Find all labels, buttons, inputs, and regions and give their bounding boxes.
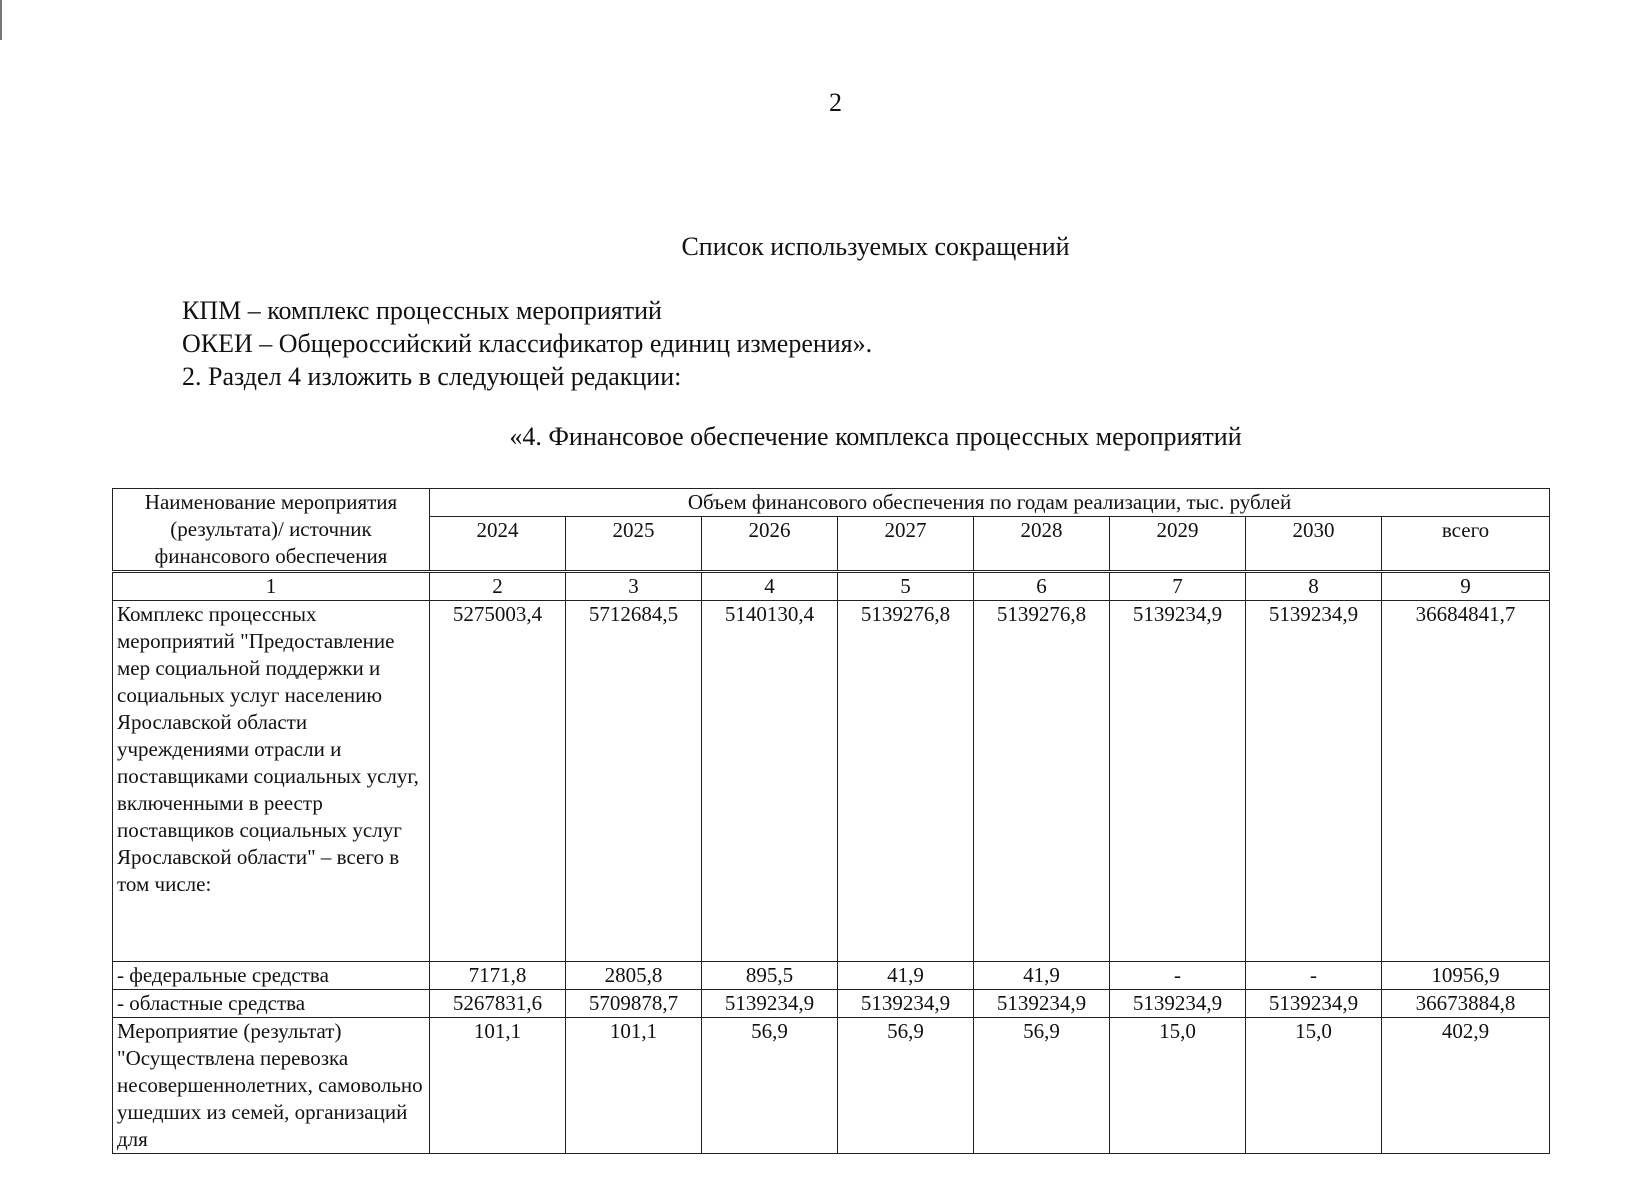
value-cell: - — [1110, 962, 1246, 990]
row-name: Мероприятие (результат) "Осуществлена перевозка несовершеннолетних, самовольно ушедших из семей, организаций для — [113, 1018, 430, 1154]
column-number: 1 — [113, 572, 430, 601]
abbreviations-heading: Список используемых сокращений — [681, 232, 1070, 261]
value-cell: - — [1246, 962, 1382, 990]
value-cell: 5139276,8 — [974, 601, 1110, 962]
value-cell: 15,0 — [1110, 1018, 1246, 1154]
value-cell: 5139234,9 — [1246, 990, 1382, 1018]
value-cell: 56,9 — [974, 1018, 1110, 1154]
year-cell: 2024 — [430, 517, 566, 572]
column-number: 7 — [1110, 572, 1246, 601]
column-number-row — [113, 572, 1550, 601]
value-cell: 5275003,4 — [430, 601, 566, 962]
column-number: 3 — [566, 572, 702, 601]
header-row — [113, 489, 1550, 517]
table-row — [113, 601, 1550, 962]
table-row — [113, 962, 1550, 990]
value-cell: 5139234,9 — [974, 990, 1110, 1018]
column-number: 8 — [1246, 572, 1382, 601]
header-group-cell: Объем финансового обеспечения по годам реализации, тыс. рублей — [430, 489, 1550, 517]
value-cell: 2805,8 — [566, 962, 702, 990]
table-row — [113, 990, 1550, 1018]
value-cell: 5712684,5 — [566, 601, 702, 962]
column-number: 6 — [974, 572, 1110, 601]
scan-edge-mark — [0, 0, 2, 40]
value-cell: 41,9 — [838, 962, 974, 990]
column-number: 2 — [430, 572, 566, 601]
value-cell: 101,1 — [566, 1018, 702, 1154]
value-cell: 5139234,9 — [1110, 990, 1246, 1018]
row-name: - федеральные средства — [113, 962, 430, 990]
year-cell: 2027 — [838, 517, 974, 572]
page-number: 2 — [829, 88, 842, 117]
row-name: Комплекс процессных мероприятий "Предоставление мер социальной поддержки и социальных услуг населению Ярославской области учреждениями отрасли и поставщиками социальных услуг, включенными в реестр поставщиков социальных услуг Ярославской области" – всего в том числе: — [113, 601, 430, 962]
value-cell: 7171,8 — [430, 962, 566, 990]
section-title: «4. Финансовое обеспечение комплекса процессных мероприятий — [509, 422, 1242, 451]
value-cell: 5139234,9 — [838, 990, 974, 1018]
value-cell: 895,5 — [702, 962, 838, 990]
total-cell: 36684841,7 — [1382, 601, 1550, 962]
total-cell: 36673884,8 — [1382, 990, 1550, 1018]
abbreviation-okei: ОКЕИ – Общероссийский классификатор единиц измерения». — [182, 329, 873, 358]
value-cell: 5140130,4 — [702, 601, 838, 962]
header-name-cell: Наименование мероприятия (результата)/ источник финансового обеспечения — [113, 489, 430, 572]
column-number: 4 — [702, 572, 838, 601]
abbreviation-kpm: КПМ – комплекс процессных мероприятий — [182, 296, 662, 325]
abbreviations-list — [182, 294, 872, 393]
year-cell: 2026 — [702, 517, 838, 572]
value-cell: 5267831,6 — [430, 990, 566, 1018]
financing-table — [112, 488, 1550, 1154]
year-cell: 2028 — [974, 517, 1110, 572]
table-row — [113, 1018, 1550, 1154]
year-cell: 2030 — [1246, 517, 1382, 572]
value-cell: 5139234,9 — [702, 990, 838, 1018]
value-cell: 5139276,8 — [838, 601, 974, 962]
value-cell: 56,9 — [838, 1018, 974, 1154]
value-cell: 5709878,7 — [566, 990, 702, 1018]
total-header-cell: всего — [1382, 517, 1550, 572]
year-cell: 2029 — [1110, 517, 1246, 572]
value-cell: 56,9 — [702, 1018, 838, 1154]
column-number: 5 — [838, 572, 974, 601]
value-cell: 101,1 — [430, 1018, 566, 1154]
value-cell: 5139234,9 — [1110, 601, 1246, 962]
column-number: 9 — [1382, 572, 1550, 601]
total-cell: 402,9 — [1382, 1018, 1550, 1154]
value-cell: 5139234,9 — [1246, 601, 1382, 962]
year-cell: 2025 — [566, 517, 702, 572]
row-name: - областные средства — [113, 990, 430, 1018]
instruction-line: 2. Раздел 4 изложить в следующей редакции: — [182, 362, 682, 391]
value-cell: 15,0 — [1246, 1018, 1382, 1154]
total-cell: 10956,9 — [1382, 962, 1550, 990]
value-cell: 41,9 — [974, 962, 1110, 990]
